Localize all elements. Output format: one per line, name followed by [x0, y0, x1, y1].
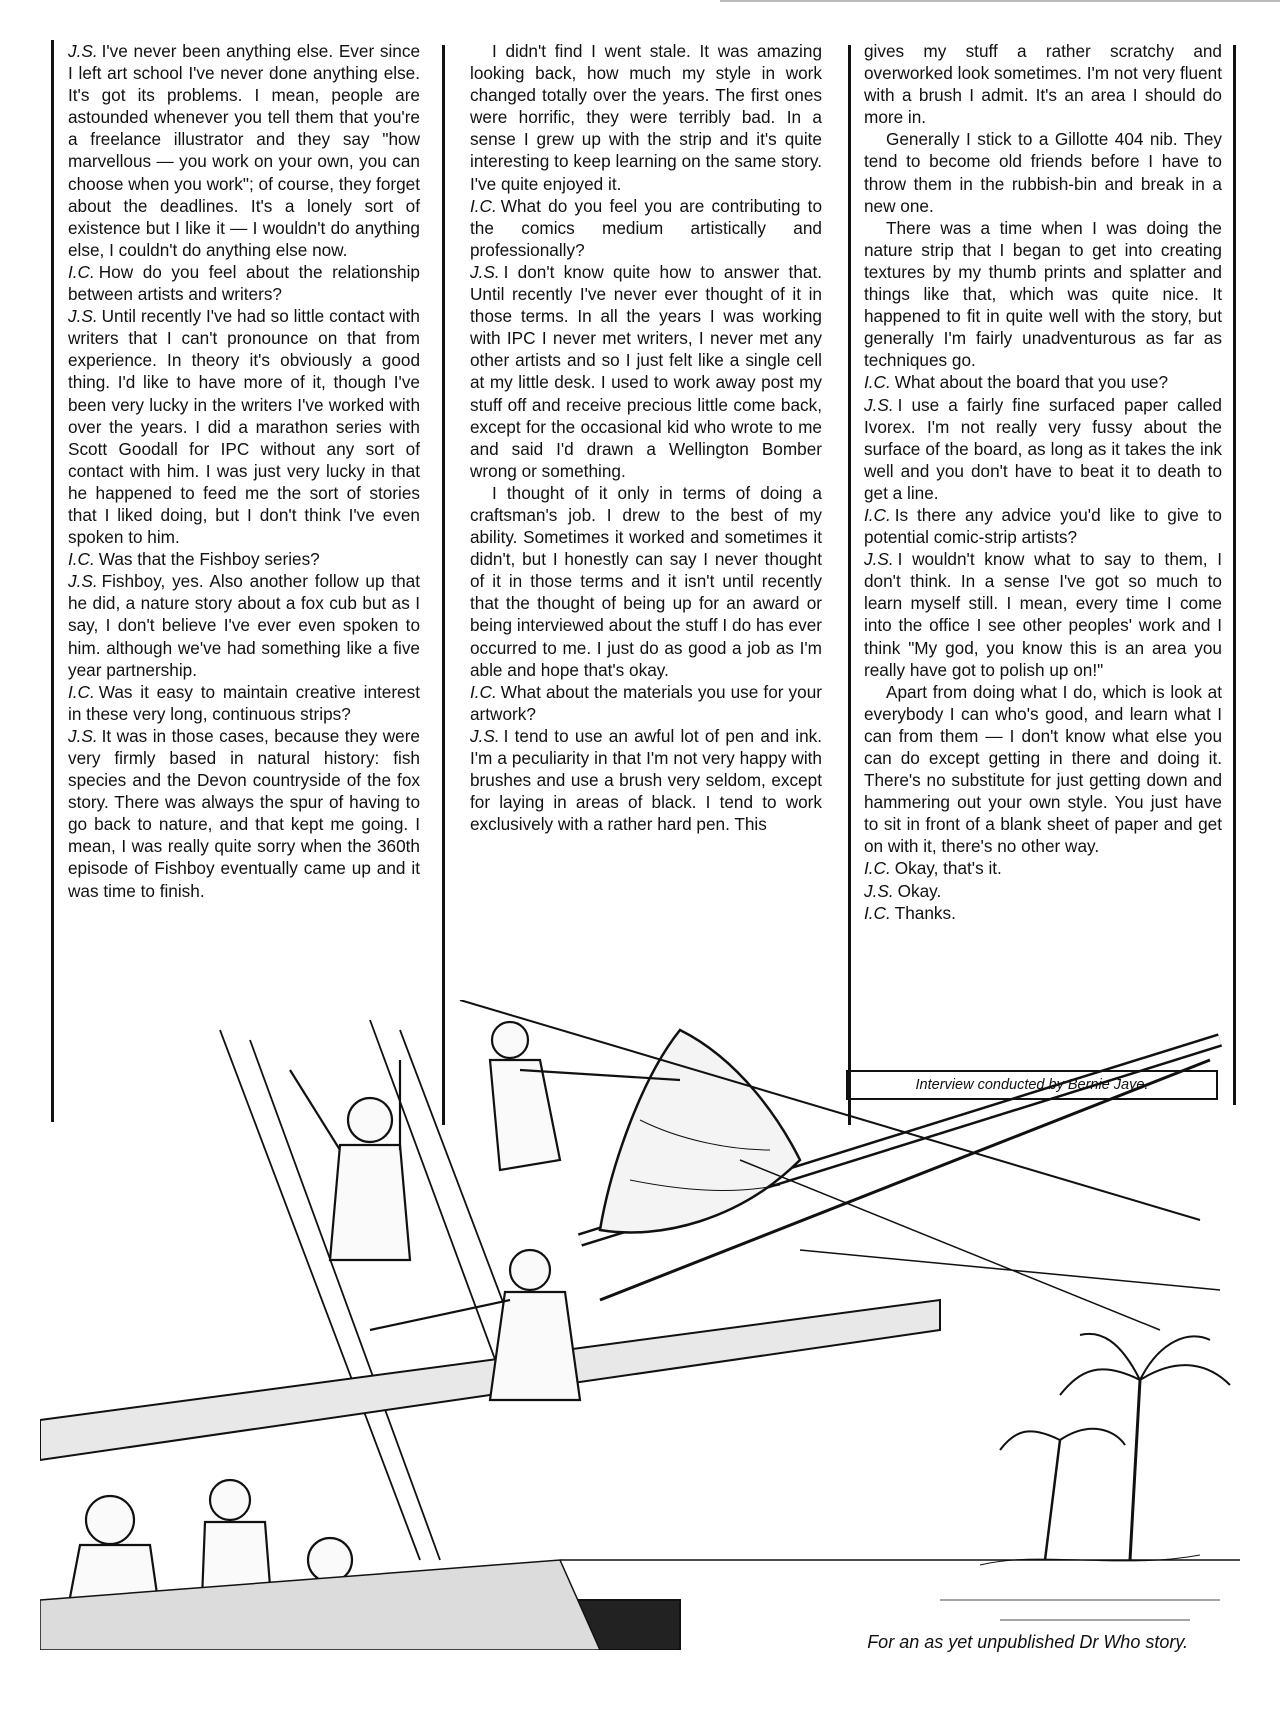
- paragraph-text: Thanks.: [894, 902, 956, 923]
- interview-paragraph: [864, 902, 1222, 924]
- paragraph-text: Was it easy to maintain creative interest in these very long, continuous strips?: [68, 681, 420, 724]
- illustration-caption: For an as yet unpublished Dr Who story.: [867, 1632, 1188, 1652]
- interview-paragraph: [470, 725, 822, 835]
- paragraph-text: Okay, that's it.: [894, 858, 1002, 879]
- speaker-initials: J.S.: [68, 725, 98, 746]
- speaker-initials: J.S.: [864, 549, 894, 570]
- speaker-initials: I.C.: [470, 681, 497, 702]
- speaker-initials: J.S.: [68, 41, 98, 61]
- paragraph-text: There was a time when I was doing the nature strip that I began to get into creating textures by my thumb prints and splatter and things like that, which was quite nice. It happened to fit in quite well with the story, but generally I'm fairly unadventurous as far as techniques go.: [864, 217, 1222, 371]
- paragraph-text: What do you feel you are contributing to the comics medium artistically and professionally?: [470, 195, 822, 260]
- top-edge-rule: [720, 0, 1280, 2]
- speaker-initials: J.S.: [864, 394, 894, 415]
- paragraph-text: Generally I stick to a Gillotte 404 nib. They tend to become old friends before I have to throw them in the rubbish-bin and break in a new one.: [864, 129, 1222, 216]
- interview-column-1: [68, 40, 420, 902]
- column-rule-2: [848, 45, 851, 1125]
- interview-paragraph: [864, 548, 1222, 681]
- speaker-initials: I.C.: [864, 372, 891, 393]
- speaker-initials: I.C.: [68, 261, 95, 282]
- paragraph-text: I thought of it only in terms of doing a craftsman's job. I drew to the best of my ability. Sometimes it worked and sometimes it didn't, but I honestly can say I never thought of it in those terms and it isn't until recently that the thought of being up for an award or being interviewed about the stuff I do has ever occurred to me. I just do as good a job as I'm able and hope that's okay.: [470, 482, 822, 680]
- interview-paragraph: [864, 504, 1222, 548]
- paragraph-text: I don't know quite how to answer that. Until recently I've never ever thought of it in those terms. In all the years I was working with IPC I never met writers, I never met any other artists and so I just felt like a single cell at my little desk. I used to work away post my stuff off and receive precious little come back, except for the occasional kid who wrote to me and said I'd drawn a Wellington Bomber wrong or something.: [470, 261, 822, 481]
- speaker-initials: J.S.: [68, 571, 98, 592]
- speaker-initials: J.S.: [470, 261, 500, 282]
- interview-paragraph: [68, 305, 420, 548]
- paragraph-text: I use a fairly fine surfaced paper called Ivorex. I'm not really very fussy about the surface of the board, as long as it takes the ink well and you don't have to beat it to death to get a line.: [864, 394, 1222, 503]
- interview-paragraph: [470, 40, 822, 195]
- paragraph-text: What about the board that you use?: [894, 372, 1169, 393]
- interview-paragraph: [68, 725, 420, 902]
- interview-paragraph: [68, 570, 420, 680]
- paragraph-text: How do you feel about the relationship between artists and writers?: [68, 261, 420, 305]
- interview-paragraph: [470, 195, 822, 261]
- interview-paragraph: [68, 681, 420, 725]
- paragraph-text: I've never been anything else. Ever since I left art school I've never done anything else. It's got its problems. I mean, people are astounded whenever you tell them that you're a freelance illustrator and they say "how marvellous — you work on your own, you can choose when you work"; of course, they forget about the deadlines. It's a lonely sort of existence but I like it — I wouldn't do anything else, I couldn't do anything else now.: [68, 41, 420, 260]
- paragraph-text: I wouldn't know what to say to them, I don't think. In a sense I've got so much to learn myself still. I mean, every time I come into the office I see other peoples' work and I think "My god, you know this is an area you really have got to polish up on!": [864, 549, 1222, 680]
- speaker-initials: I.C.: [864, 858, 891, 879]
- interview-paragraph: [470, 681, 822, 725]
- interview-paragraph: [470, 482, 822, 681]
- interview-column-3: [864, 40, 1222, 924]
- interview-paragraph: [68, 261, 420, 305]
- speaker-initials: I.C.: [68, 681, 95, 702]
- interview-paragraph: [864, 217, 1222, 372]
- paragraph-text: I tend to use an awful lot of pen and ink. I'm a peculiarity in that I'm not very happy with brushes and use a brush very seldom, except for laying in areas of black. I tend to work exclusively with a rather hard pen. This: [470, 725, 822, 835]
- speaker-initials: J.S.: [864, 880, 894, 901]
- paragraph-text: Was that the Fishboy series?: [98, 549, 320, 570]
- speaker-initials: I.C.: [864, 902, 891, 923]
- column-rule-right: [1233, 45, 1236, 1105]
- column-rule-left: [51, 40, 54, 1122]
- paragraph-text: I didn't find I went stale. It was amazing looking back, how much my style in work changed totally over the years. The first ones were horrific, they were terribly bad. In a sense I grew up with the strip and it's quite interesting to keep learning on the same story. I've quite enjoyed it.: [470, 41, 822, 194]
- paragraph-text: What about the materials you use for your artwork?: [470, 681, 822, 724]
- interview-paragraph: [68, 40, 420, 261]
- interview-paragraph: [68, 548, 420, 570]
- paragraph-text: Apart from doing what I do, which is look at everybody I can who's good, and learn what I can from them — I don't know what else you can do except getting in there and doing it. There's no substitute for just getting down and hammering out your own style. You just have to sit in front of a blank sheet of paper and get on with it, there's no other way.: [864, 681, 1222, 857]
- speaker-initials: J.S.: [470, 725, 500, 746]
- interview-credit: Interview conducted by Bernie Jaye.: [846, 1070, 1218, 1100]
- paragraph-text: Fishboy, yes. Also another follow up that he did, a nature story about a fox cub but as I say, I don't believe I've ever even spoken to him. although we've had something like a five year partnership.: [68, 571, 420, 680]
- interview-paragraph: [864, 857, 1222, 879]
- speaker-initials: I.C.: [864, 504, 891, 525]
- interview-paragraph: [864, 371, 1222, 393]
- paragraph-text: Until recently I've had so little contact with writers that I can't pronounce on that from experience. In theory it's obviously a good thing. I'd like to have more of it, though I've been very lucky in the writers I've worked with over the years. I did a marathon series with Scott Goodall for IPC without any sort of contact with him. I was just very lucky in that he happened to feed me the sort of stories that I liked doing, but I don't think I've even spoken to him.: [68, 306, 420, 548]
- interview-paragraph: [864, 40, 1222, 128]
- interview-paragraph: [864, 128, 1222, 216]
- speaker-initials: I.C.: [68, 549, 95, 570]
- interview-paragraph: [864, 880, 1222, 902]
- interview-paragraph: [470, 261, 822, 482]
- interview-column-2: [470, 40, 822, 835]
- interview-paragraph: [864, 681, 1222, 858]
- paragraph-text: Okay.: [897, 880, 942, 901]
- interview-paragraph: [864, 394, 1222, 504]
- speaker-initials: I.C.: [470, 195, 497, 216]
- paragraph-text: It was in those cases, because they were very firmly based in natural history: fish species and the Devon countryside of the fox story. There was always the spur of having to go back to nature, and that kept me going. I mean, I was really quite sorry when the 360th episode of Fishboy eventually came up and it was time to finish.: [68, 725, 420, 901]
- paragraph-text: Is there any advice you'd like to give to potential comic-strip artists?: [864, 504, 1222, 548]
- speaker-initials: J.S.: [68, 306, 98, 327]
- paragraph-text: gives my stuff a rather scratchy and overworked look sometimes. I'm not very fluent with a brush I admit. It's an area I should do more in.: [864, 41, 1222, 128]
- column-rule-1: [442, 45, 445, 1125]
